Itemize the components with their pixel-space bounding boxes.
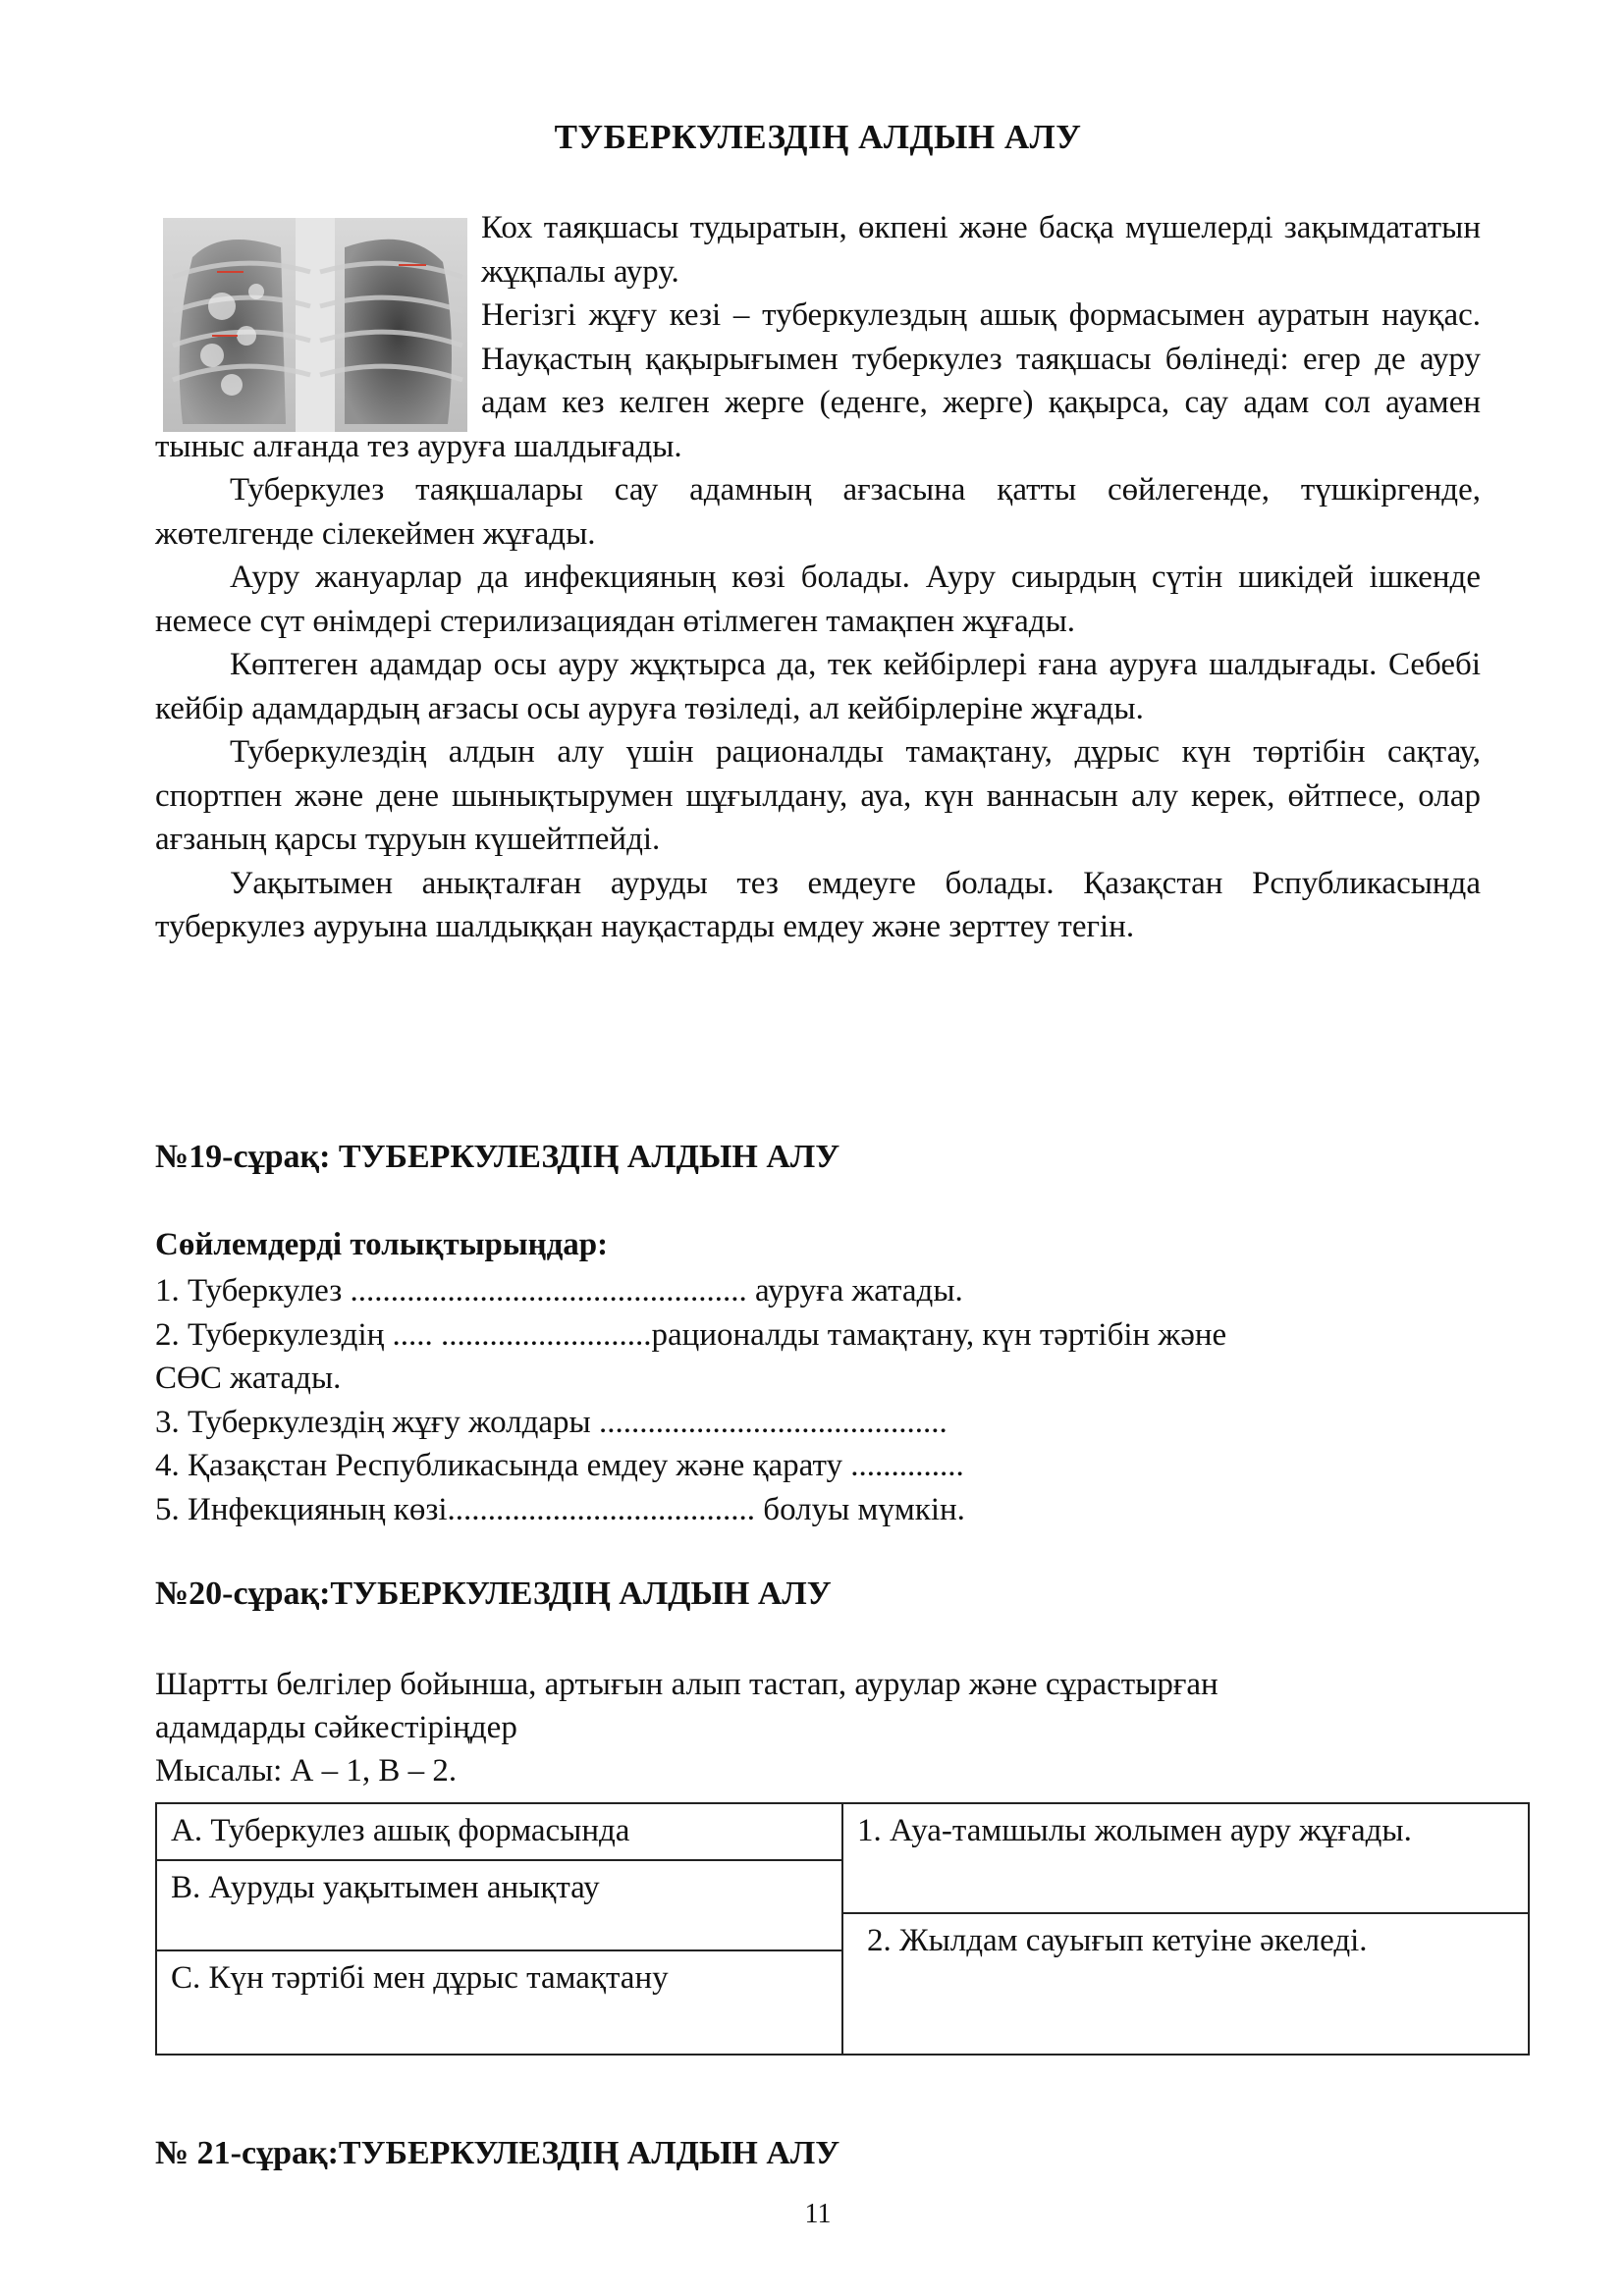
matching-table <box>155 1802 1530 2056</box>
question-19-list <box>155 1269 1481 1531</box>
question-19-heading: №19-сұрақ: ТУБЕРКУЛЕЗДІҢ АЛДЫН АЛУ <box>155 1139 840 1175</box>
paragraph-1: Кох таяқшасы тудыратын, өкпені және басқа мүшелерді зақымдататын жұқпалы ауру. <box>481 210 1481 290</box>
question-21-heading: № 21-сұрақ:ТУБЕРКУЛЕЗДІҢ АЛДЫН АЛУ <box>155 2135 840 2171</box>
paragraph-4: Ауру жануарлар да инфекцияның көзі болады. Ауру сиырдың сүтін шикідей ішкенде немесе сүт өнімдері стерилизациядан өтілмеген тамақпен жұғады. <box>155 560 1481 639</box>
question-20-instruction <box>155 1663 1481 1792</box>
paragraph-6: Туберкулездің алдын алу үшін рационалды тамақтану, дұрыс күн төртібін сақтау, спортпен және дене шынықтырумен шұғылдану, ауа, күн ваннасын алу керек, өйтпесе, олар ағзаның қарсы тұруын күшейтпейді. <box>155 734 1481 857</box>
page-number: 11 <box>804 2199 832 2229</box>
paragraph-5: Көптеген адамдар осы ауру жұқтырса да, тек кейбірлері ғана ауруға шалдығады. Себебі кейбір адамдардың ағзасы осы ауруға төзіледі, ал кейбірлеріне жұғады. <box>155 647 1481 726</box>
intro-text <box>155 206 1481 949</box>
paragraph-2: Негізгі жұғу кезі – туберкулездың ашық формасымен ауратын науқас. Науқастың қақырығымен туберкулез таяқшасы бөлінеді: егер де ауру адам кез келген жерге (еденге, жерге) қақырса, сау адам сол ауамен тыныс алғанда тез ауруға шалдығады. <box>155 297 1481 464</box>
paragraph-3: Туберкулез таяқшалары сау адамның ағзасына қатты сөйлегенде, түшкіргенде, жөтелгенде сілекеймен жұғады. <box>155 472 1481 552</box>
instruction-line: адамдарды сәйкестіріңдер <box>155 1710 517 1745</box>
list-item: 5. Инфекцияның көзі...................................... болуы мүмкін. <box>155 1491 965 1527</box>
paragraph-7: Уақытымен анықталған ауруды тез емдеуге болады. Қазақстан Рспубликасында туберкулез ауруына шалдыққан науқастарды емдеу және зерттеу тегін. <box>155 865 1481 944</box>
question-19-subheading: Сөйлемдерді толықтырыңдар: <box>155 1227 609 1262</box>
table-cell-left-b: В. Ауруды уақытымен анықтау <box>155 1859 843 1951</box>
table-cell-right-1: 1. Ауа-тамшылы жолымен ауру жұғады. <box>841 1802 1530 1914</box>
question-20-heading: №20-сұрақ:ТУБЕРКУЛЕЗДІҢ АЛДЫН АЛУ <box>155 1575 832 1612</box>
table-cell-right-2: 2. Жылдам сауығып кетуіне әкеледі. <box>841 1912 1530 2056</box>
chest-xray-image <box>155 208 481 424</box>
list-item: СӨС жатады. <box>155 1361 342 1396</box>
list-item: 3. Туберкулездің жұғу жолдары ........................................... <box>155 1404 947 1440</box>
instruction-line: Шартты белгілер бойынша, артығын алып тастап, аурулар және сұрастырған <box>155 1667 1218 1702</box>
list-item: 2. Туберкулездің ..... ..........................рационалды тамақтану, күн тәртібін және <box>155 1316 1227 1353</box>
list-item: 1. Туберкулез ................................................. ауруға жатады. <box>155 1273 963 1308</box>
list-item: 4. Қазақстан Республикасында емдеу және қарату .............. <box>155 1448 964 1483</box>
table-cell-left-c: С. Күн тәртібі мен дұрыс тамақтану <box>155 1949 843 2056</box>
page-title: ТУБЕРКУЛЕЗДІҢ АЛДЫН АЛУ <box>554 118 1082 156</box>
example-line: Мысалы: А – 1, В – 2. <box>155 1753 458 1789</box>
table-cell-left-a: А. Туберкулез ашық формасында <box>155 1802 843 1861</box>
